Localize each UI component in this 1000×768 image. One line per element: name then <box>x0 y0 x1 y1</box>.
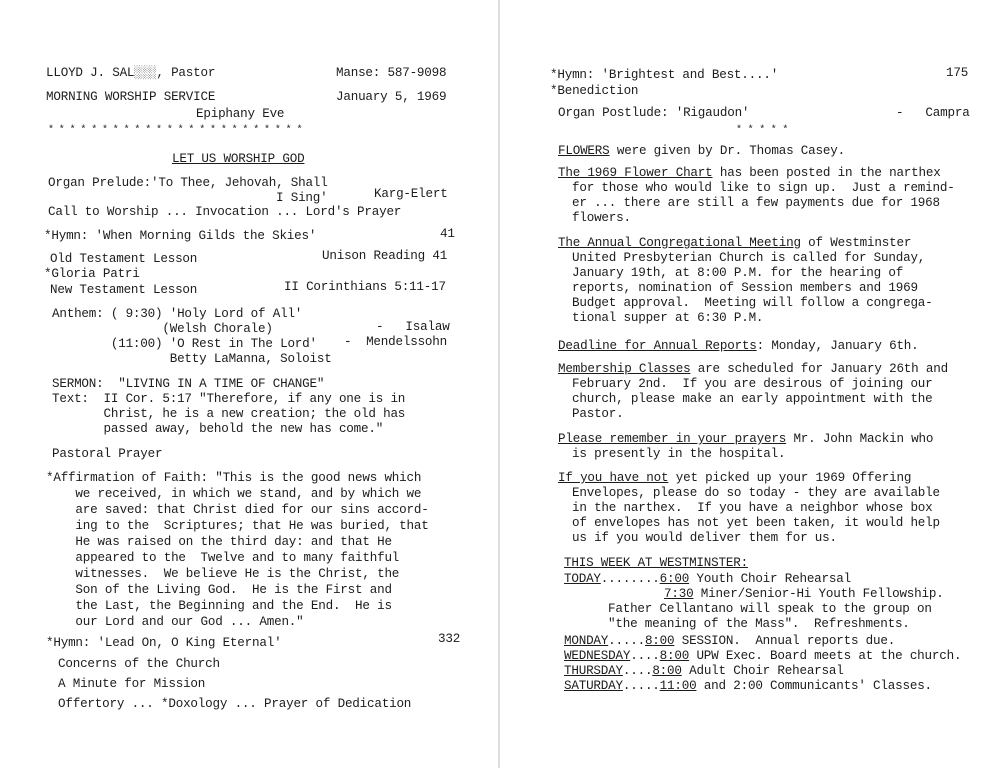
offering-heading: If you have not <box>558 471 669 485</box>
star-divider: * * * * * * * * * * * * * * * * * * * * * * * * <box>48 125 302 136</box>
affirmation-line: appeared to the Twelve and to many faithful <box>46 551 400 565</box>
affirmation-line: we received, in which we stand, and by which we <box>46 487 422 501</box>
affirmation-line: are saved: that Christ died for our sins accord- <box>46 503 429 517</box>
schedule-time: 8:00 <box>644 634 675 648</box>
schedule-day: THURSDAY <box>564 664 623 678</box>
concerns-of-church: Concerns of the Church <box>58 657 220 671</box>
schedule-time: 11:00 <box>659 679 697 693</box>
schedule-row <box>564 664 844 679</box>
schedule-row <box>664 587 944 602</box>
offering-line <box>558 471 911 486</box>
offering-text: in the narthex. If you have a neighbor whose box <box>572 501 933 515</box>
prayers-text: Mr. John Mackin who <box>786 432 934 446</box>
new-testament-reference: II Corinthians 5:11-17 <box>284 280 446 294</box>
affirmation-line: Son of the Living God. He is the First and <box>46 583 392 597</box>
flowers-text: were given by Dr. Thomas Casey. <box>609 144 845 158</box>
schedule-text: Miner/Senior-Hi Youth Fellowship. <box>693 587 944 601</box>
opening-hymn-number: 41 <box>440 227 455 241</box>
meeting-line <box>558 236 911 251</box>
gloria-patri: *Gloria Patri <box>44 267 140 281</box>
meeting-heading: The Annual Congregational Meeting <box>558 236 801 250</box>
prelude-composer: Karg-Elert <box>374 187 448 201</box>
schedule-text: Father Cellantano will speak to the group on <box>608 602 932 616</box>
membership-text: are scheduled for January 26th and <box>690 362 948 376</box>
flower-chart-text: flowers. <box>572 211 631 225</box>
meeting-text: reports, nomination of Session members and 1969 <box>572 281 918 295</box>
organ-postlude: Organ Postlude: 'Rigaudon' <box>558 106 750 120</box>
call-to-worship: Call to Worship ... Invocation ... Lord's Prayer <box>48 205 402 219</box>
opening-hymn: *Hymn: 'When Morning Gilds the Skies' <box>44 229 317 243</box>
membership-text: Pastor. <box>572 407 624 421</box>
schedule-dots: ..... <box>608 634 645 648</box>
schedule-row <box>564 679 932 694</box>
membership-heading: Membership Classes <box>558 362 691 376</box>
schedule-text: and 2:00 Communicants' Classes. <box>696 679 932 693</box>
sermon-text-line: Christ, he is a new creation; the old has <box>52 407 406 421</box>
affirmation-line: He was raised on the third day: and that He <box>46 535 392 549</box>
sermon-text-line: Text: II Cor. 5:17 "Therefore, if any one is in <box>52 392 406 406</box>
schedule-row <box>564 572 851 587</box>
membership-line <box>558 362 948 377</box>
service-date: January 5, 1969 <box>336 90 447 104</box>
flower-chart-heading: The 1969 Flower Chart <box>558 166 713 180</box>
meeting-text: tional supper at 6:30 P.M. <box>572 311 764 325</box>
anthem-line: Anthem: ( 9:30) 'Holy Lord of All' <box>52 307 303 321</box>
schedule-row <box>564 634 895 649</box>
anthem-line: Betty LaManna, Soloist <box>52 352 332 366</box>
prayers-heading: Please remember in your prayers <box>558 432 787 446</box>
anthem-line: (11:00) 'O Rest in The Lord' <box>52 337 317 351</box>
week-heading: THIS WEEK AT WESTMINSTER: <box>564 556 748 570</box>
schedule-dots: .... <box>630 649 660 663</box>
worship-heading: LET US WORSHIP GOD <box>172 152 305 166</box>
old-testament-lesson: Old Testament Lesson <box>50 252 198 266</box>
schedule-text: Adult Choir Rehearsal <box>681 664 844 678</box>
dot-divider: * * * * * <box>736 125 789 136</box>
final-hymn: *Hymn: 'Brightest and Best....' <box>550 68 779 82</box>
flower-chart-text: er ... there are still a few payments due for 1968 <box>572 196 940 210</box>
page-number: 175 <box>946 66 969 80</box>
sermon-text-line: passed away, behold the new has come." <box>52 422 384 436</box>
postlude-composer: - Campra <box>896 106 970 120</box>
prelude-title-end: I Sing' <box>276 191 328 205</box>
offering-text: yet picked up your 1969 Offering <box>668 471 912 485</box>
bulletin-right-page <box>500 0 1000 768</box>
schedule-text: "the meaning of the Mass". Refreshments. <box>608 617 910 631</box>
flower-chart-text: has been posted in the narthex <box>712 166 941 180</box>
schedule-text: UPW Exec. Board meets at the church. <box>689 649 962 663</box>
unison-reading: Unison Reading 41 <box>322 249 448 263</box>
offering-text: of envelopes has not yet been taken, it would help <box>572 516 940 530</box>
schedule-time: 6:00 <box>659 572 690 586</box>
organ-prelude: Organ Prelude:'To Thee, Jehovah, Shall <box>48 176 328 190</box>
affirmation-line: our Lord and our God ... Amen." <box>46 615 304 629</box>
membership-text: February 2nd. If you are desirous of joining our <box>572 377 933 391</box>
prayers-text: is presently in the hospital. <box>572 447 786 461</box>
membership-text: church, please make an early appointment with the <box>572 392 933 406</box>
offertory-line: Offertory ... *Doxology ... Prayer of Dedication <box>58 697 412 711</box>
affirmation-line: the Last, the Beginning and the End. He is <box>46 599 392 613</box>
meeting-text: January 19th, at 8:00 P.M. for the hearing of <box>572 266 904 280</box>
schedule-row <box>564 649 961 664</box>
benediction: *Benediction <box>550 84 639 98</box>
anthem-composer: - Isalaw <box>376 320 450 334</box>
affirmation-line: *Affirmation of Faith: "This is the good news which <box>46 471 422 485</box>
deadline-note <box>558 339 919 354</box>
pastoral-prayer: Pastoral Prayer <box>52 447 163 461</box>
closing-hymn: *Hymn: 'Lead On, O King Eternal' <box>46 636 282 650</box>
schedule-text: SESSION. Annual reports due. <box>674 634 896 648</box>
deadline-heading: Deadline for Annual Reports <box>558 339 757 353</box>
schedule-day: WEDNESDAY <box>564 649 631 663</box>
offering-text: Envelopes, please do so today - they are available <box>572 486 940 500</box>
schedule-time: 8:00 <box>652 664 682 678</box>
closing-hymn-number: 332 <box>438 632 461 646</box>
flowers-heading: FLOWERS <box>558 144 610 158</box>
affirmation-line: ing to the Scriptures; that He was buried, that <box>46 519 429 533</box>
schedule-dots: ........ <box>600 572 660 586</box>
schedule-time: 8:00 <box>659 649 690 663</box>
minute-for-mission: A Minute for Mission <box>58 677 206 691</box>
occasion: Epiphany Eve <box>196 107 285 121</box>
schedule-dots: .... <box>622 664 653 678</box>
deadline-text: : Monday, January 6th. <box>756 339 919 353</box>
schedule-day: TODAY <box>564 572 601 586</box>
sermon-title: SERMON: "LIVING IN A TIME OF CHANGE" <box>52 377 325 391</box>
meeting-text: Budget approval. Meeting will follow a congrega- <box>572 296 933 310</box>
offering-text: us if you would deliver them for us. <box>572 531 837 545</box>
schedule-dots: ..... <box>622 679 660 693</box>
flower-chart-text: for those who would like to sign up. Just a remind- <box>572 181 955 195</box>
schedule-time: 7:30 <box>664 587 694 601</box>
schedule-text: Youth Choir Rehearsal <box>689 572 851 586</box>
flowers-note <box>558 144 845 159</box>
schedule-day: MONDAY <box>564 634 609 648</box>
anthem-line: (Welsh Chorale) <box>52 322 273 336</box>
new-testament-lesson: New Testament Lesson <box>50 283 198 297</box>
manse-phone: Manse: 587-9098 <box>336 66 447 80</box>
service-title: MORNING WORSHIP SERVICE <box>46 90 216 104</box>
affirmation-line: witnesses. We believe He is the Christ, the <box>46 567 400 581</box>
schedule-day: SATURDAY <box>564 679 623 693</box>
pastor-name: LLOYD J. SAL░░░, Pastor <box>46 66 216 80</box>
prayers-line <box>558 432 933 447</box>
anthem-composer: - Mendelssohn <box>344 335 448 349</box>
meeting-text: of Westminster <box>800 236 912 250</box>
flower-chart-line <box>558 166 941 181</box>
meeting-text: United Presbyterian Church is called for Sunday, <box>572 251 926 265</box>
